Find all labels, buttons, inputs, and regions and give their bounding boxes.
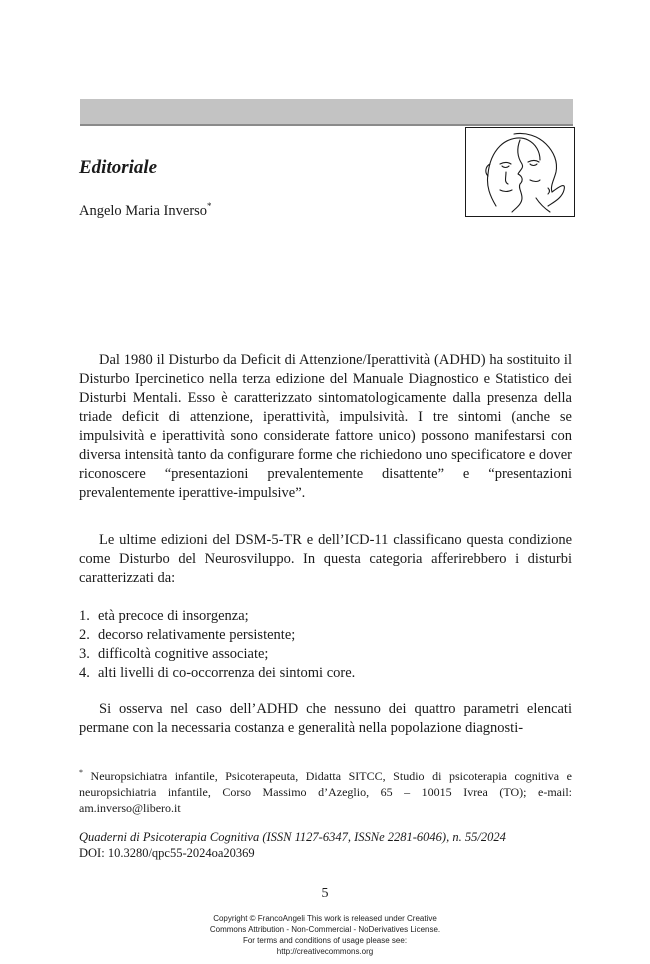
- list-item-number: 3.: [79, 646, 90, 662]
- list-item-number: 2.: [79, 627, 90, 643]
- license-line-3: For terms and conditions of usage please see:: [242, 936, 408, 945]
- journal-citation: Quaderni di Psicoterapia Cognitiva (ISSN 1127-6347, ISSNe 2281-6046), n. 55/2024: [79, 830, 506, 844]
- header-band: [80, 99, 573, 126]
- author-line: [79, 203, 212, 220]
- list-item-text: difficoltà cognitive associate;: [98, 646, 269, 662]
- body-paragraph-3: Si osserva nel caso dell’ADHD che nessuno dei quattro parametri elencati permane con la necessaria costanza e generalità nella popolazione diagnosti-: [79, 701, 572, 736]
- author-footnote: [79, 768, 572, 816]
- author-note-mark: *: [207, 201, 212, 212]
- list-item-number: 4.: [79, 665, 90, 681]
- body-paragraph-2: Le ultime edizioni del DSM-5-TR e dell’ICD-11 classificano questa condizione come Disturbo del Neurosviluppo. In questa categoria afferirebbero i disturbi caratterizzati da:: [79, 532, 572, 586]
- list-item-number: 1.: [79, 608, 90, 624]
- author-name: Angelo Maria Inverso: [79, 203, 208, 219]
- section-title: Editoriale: [79, 157, 158, 178]
- criteria-list: [79, 607, 355, 683]
- list-item-text: decorso relativamente persistente;: [98, 627, 296, 643]
- list-item: [79, 664, 355, 683]
- license-line-2: Commons Attribution - Non-Commercial - NoDerivatives License.: [209, 925, 441, 934]
- list-item: [79, 607, 355, 626]
- body-paragraph-1: Dal 1980 il Disturbo da Deficit di Attenzione/Iperattività (ADHD) ha sostituito il Disturbo Ipercinetico nella terza edizione del Manuale Diagnostico e Statistico dei Disturbi Mentali. Esso è caratterizzato sintomatologicamente dalla presenza della triade deficit di attenzione, iperattività, impulsività. I tre sintomi (anche se impulsività e iperattività sono considerate fattore unico) possono manifestarsi con diversa intensità tanto da configurare forme che richiedono uno specificatore e dover riconoscere “presentazioni prevalentemente disattente” e “presentazioni prevalentemente iperattive-impulsive”.: [79, 352, 572, 501]
- journal-doi: DOI: 10.3280/qpc55-2024oa20369: [79, 846, 255, 860]
- footnote-text: Neuropsichiatra infantile, Psicoterapeuta, Didatta SITCC, Studio di psicoterapia cognitiva e neuropsichiatria infantile, Corso Massimo d’Azeglio, 65 – 10015 Ivrea (TO); e-mail: am.inverso@libero.it: [79, 769, 572, 815]
- license-notice: [0, 913, 650, 957]
- two-faces-line-drawing-icon: [465, 127, 575, 217]
- list-item: [79, 645, 355, 664]
- journal-info: [79, 829, 506, 861]
- footnote-mark: *: [79, 768, 83, 777]
- list-item-text: alti livelli di co-occorrenza dei sintomi core.: [98, 665, 356, 681]
- page-number: 5: [321, 886, 329, 901]
- license-line-4: http://creativecommons.org: [276, 947, 374, 956]
- list-item: [79, 626, 355, 645]
- list-item-text: età precoce di insorgenza;: [98, 608, 249, 624]
- license-line-1: Copyright © FrancoAngeli This work is released under Creative: [213, 914, 437, 923]
